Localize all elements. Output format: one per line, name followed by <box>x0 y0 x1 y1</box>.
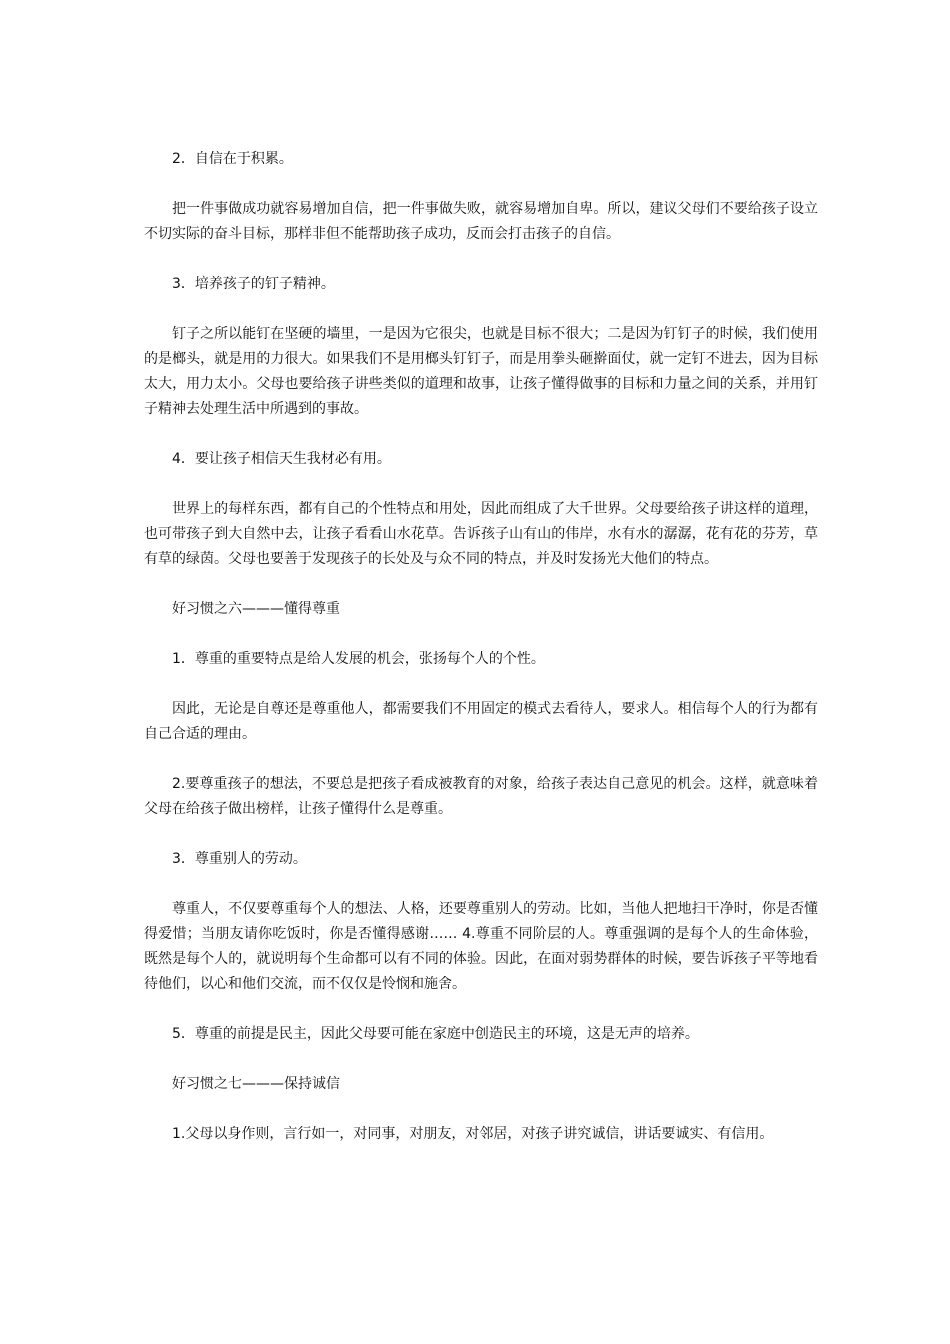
body-paragraph: 2.要尊重孩子的想法，不要总是把孩子看成被教育的对象，给孩子表达自己意见的机会。这样，就意味着父母在给孩子做出榜样，让孩子懂得什么是尊重。 <box>144 776 818 817</box>
body-paragraph: 世界上的每样东西，都有自己的个性特点和用处，因此而组成了大千世界。父母要给孩子讲这样的道理，也可带孩子到大自然中去，让孩子看看山水花草。告诉孩子山有山的伟岸，水有水的潺潺，花有花的芬芳，草有草的绿茵。父母也要善于发现孩子的长处及与众不同的特点，并及时发扬光大他们的特点。 <box>144 501 818 567</box>
section-item-heading: 3．培养孩子的钉子精神。 <box>172 276 335 292</box>
section-item-heading: 1．尊重的重要特点是给人发展的机会，张扬每个人的个性。 <box>172 651 545 667</box>
body-paragraph: 1.父母以身作则，言行如一，对同事，对朋友，对邻居，对孩子讲究诚信，讲话要诚实、有信用。 <box>172 1126 774 1142</box>
body-paragraph: 把一件事做成功就容易增加自信，把一件事做失败，就容易增加自卑。所以，建议父母们不要给孩子设立不切实际的奋斗目标，那样非但不能帮助孩子成功，反而会打击孩子的自信。 <box>144 201 818 242</box>
body-paragraph: 5．尊重的前提是民主，因此父母要可能在家庭中创造民主的环境，这是无声的培养。 <box>172 1026 699 1042</box>
body-paragraph: 因此，无论是自尊还是尊重他人，都需要我们不用固定的模式去看待人，要求人。相信每个人的行为都有自己合适的理由。 <box>144 701 818 742</box>
body-paragraph: 尊重人，不仅要尊重每个人的想法、人格，还要尊重别人的劳动。比如，当他人把地扫干净时，你是否懂得爱惜；当朋友请你吃饭时，你是否懂得感谢…… 4.尊重不同阶层的人。尊重强调的是每个人的生命体验，既然是每个人的，就说明每个生命都可以有不同的体验。因此，在面对弱势群体的时候，要告诉孩子平等地看待他们，以心和他们交流，而不仅仅是怜悯和施舍。 <box>144 901 818 992</box>
document-page <box>144 147 818 1172</box>
section-item-heading: 2．自信在于积累。 <box>172 151 293 167</box>
section-heading: 好习惯之六———懂得尊重 <box>172 601 340 617</box>
section-heading: 好习惯之七———保持诚信 <box>172 1076 340 1092</box>
body-paragraph: 钉子之所以能钉在坚硬的墙里，一是因为它很尖，也就是目标不很大；二是因为钉钉子的时候，我们使用的是榔头，就是用的力很大。如果我们不是用榔头钉钉子，而是用拳头砸擀面仗，就一定钉不进去，因为目标太大，用力太小。父母也要给孩子讲些类似的道理和故事，让孩子懂得做事的目标和力量之间的关系，并用钉子精神去处理生活中所遇到的事故。 <box>144 326 818 417</box>
section-item-heading: 4．要让孩子相信天生我材必有用。 <box>172 451 391 467</box>
section-item-heading: 3．尊重别人的劳动。 <box>172 851 307 867</box>
